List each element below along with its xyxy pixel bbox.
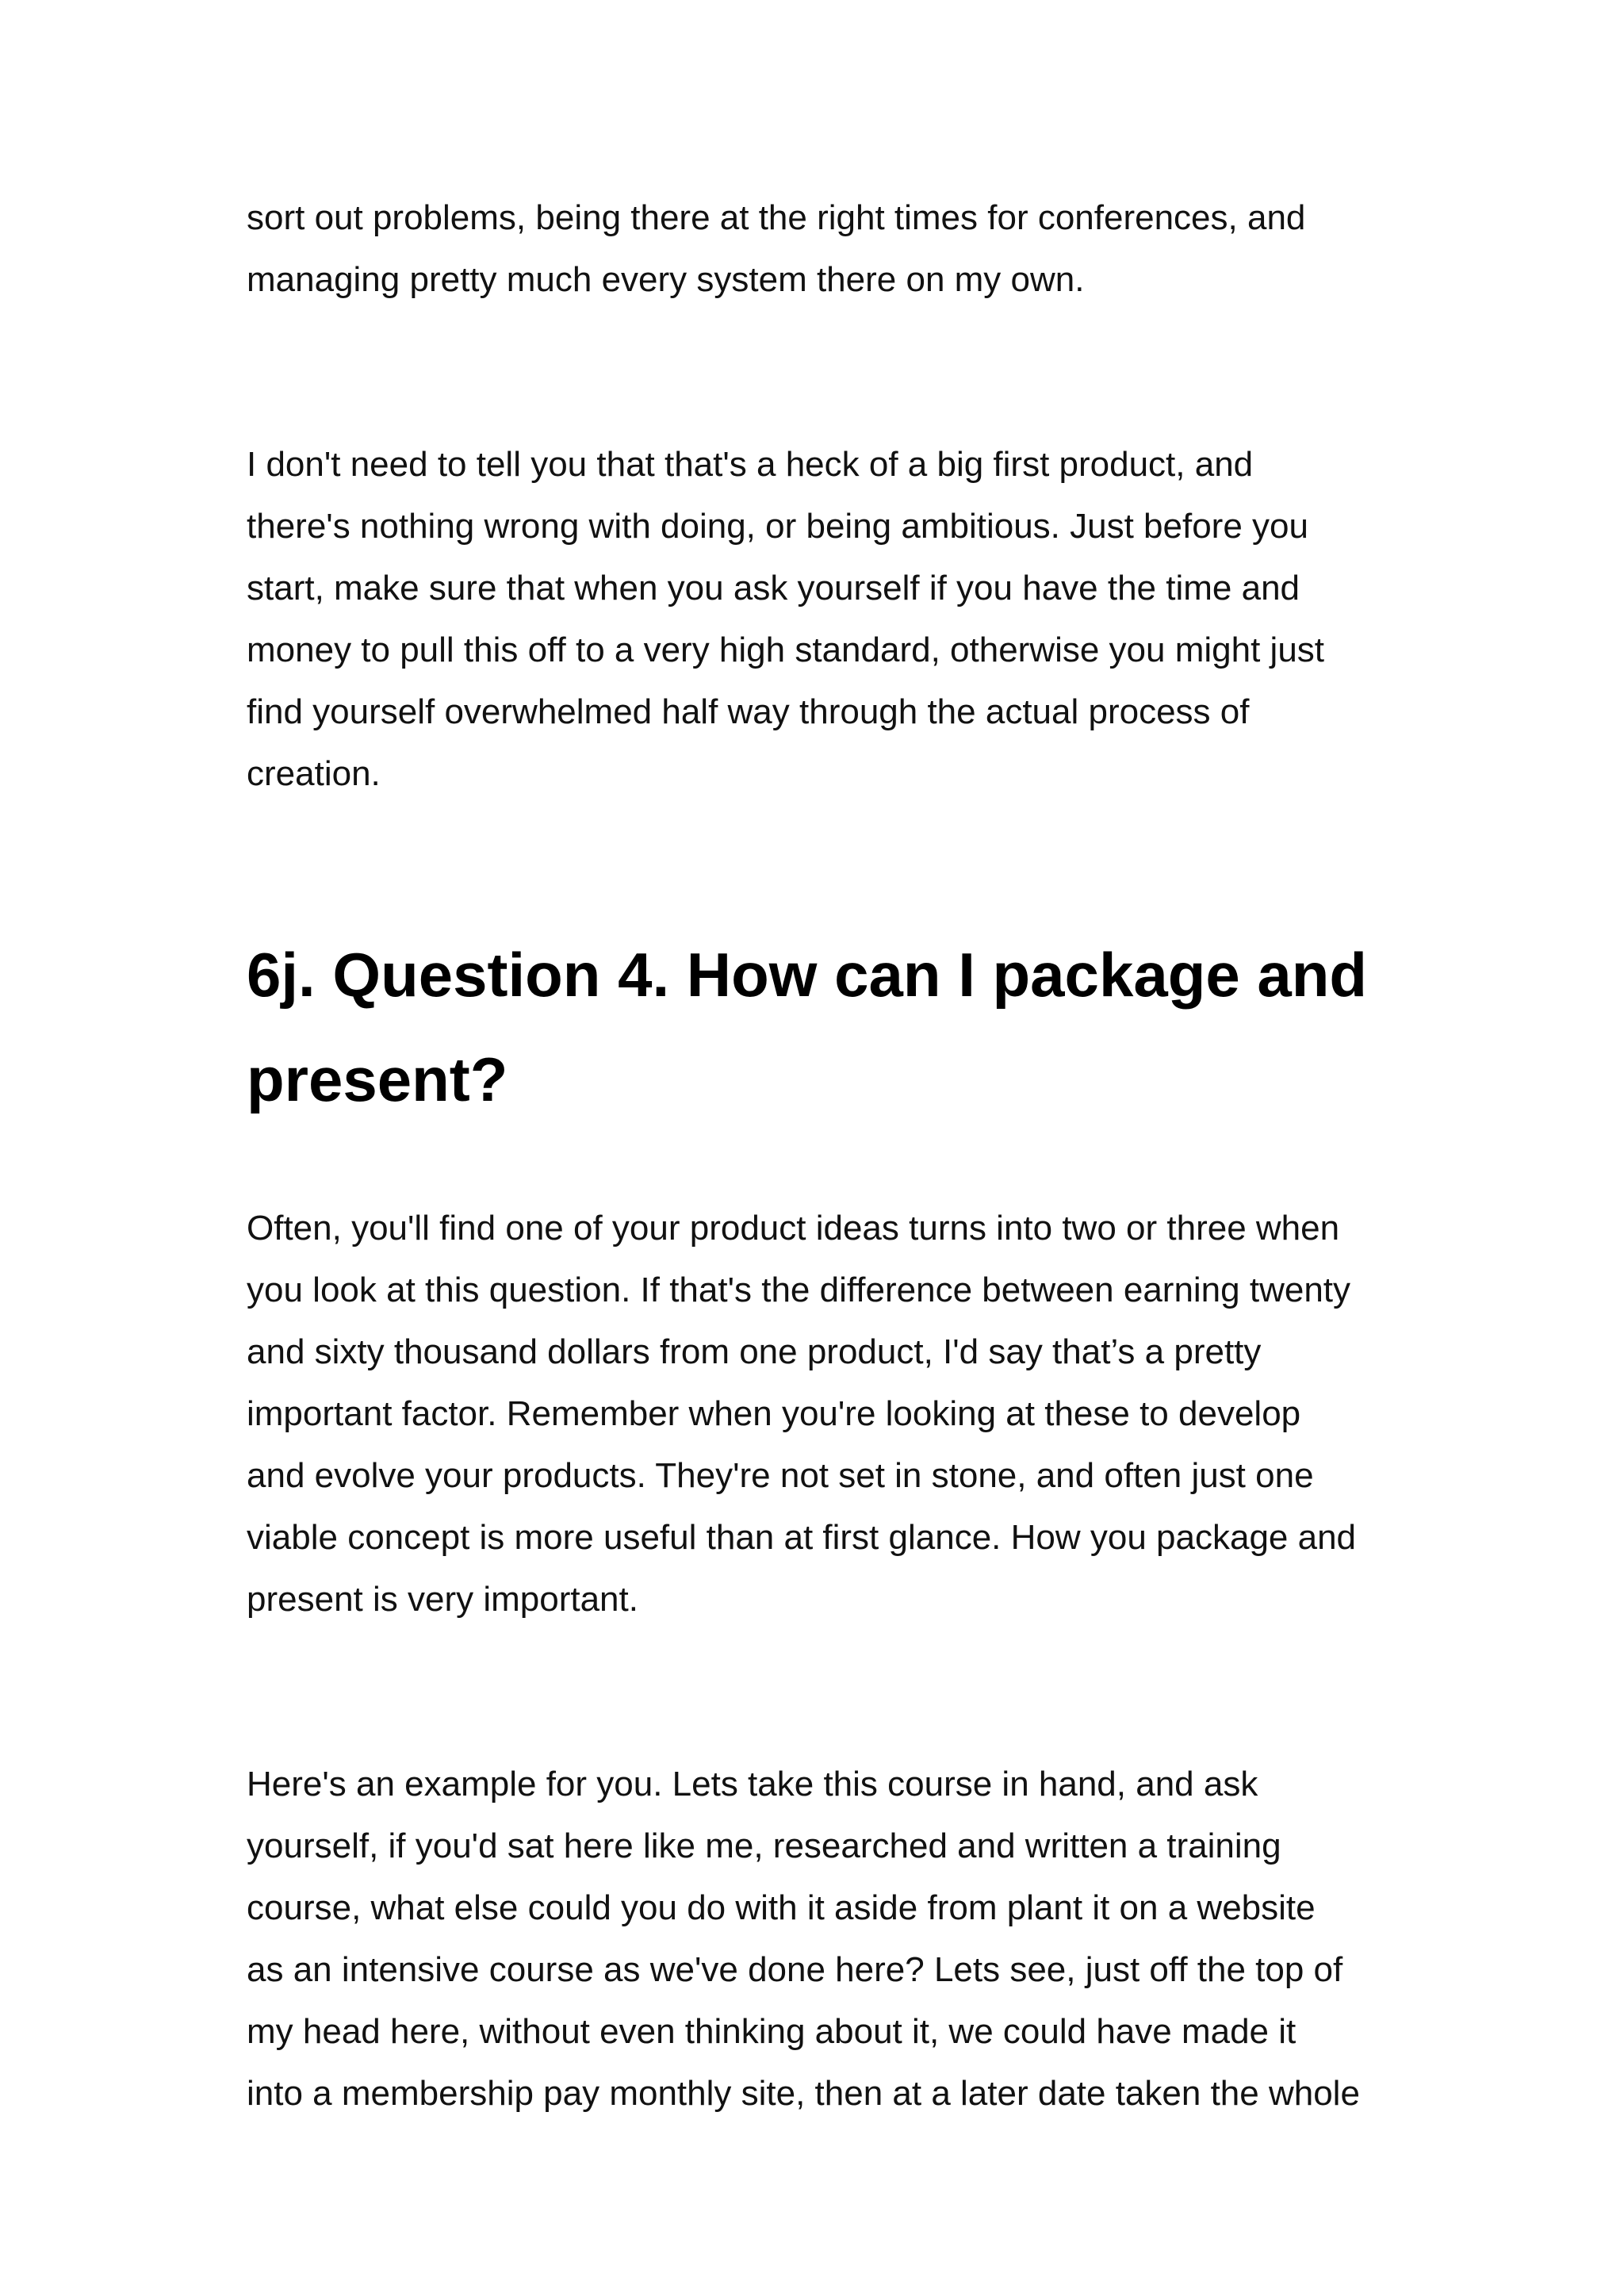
paragraph-4-line: yourself, if you'd sat here like me, researched and written a training <box>247 1826 1281 1865</box>
paragraph-2-line: I don't need to tell you that that's a heck of a big first product, and <box>247 445 1254 484</box>
paragraph-1-line: sort out problems, being there at the right times for conferences, and <box>247 198 1306 237</box>
paragraph-3-line: viable concept is more useful than at first glance. How you package and <box>247 1518 1357 1557</box>
paragraph-2-line: creation. <box>247 754 381 793</box>
paragraph-3-line: and sixty thousand dollars from one product, I'd say that’s a pretty <box>247 1332 1262 1371</box>
section-heading-line: present? <box>247 1045 508 1114</box>
paragraph-2-line: start, make sure that when you ask yourself if you have the time and <box>247 569 1300 608</box>
paragraph-3-line: and evolve your products. They're not set in stone, and often just one <box>247 1456 1314 1495</box>
paragraph-3-line: important factor. Remember when you're looking at these to develop <box>247 1394 1301 1433</box>
paragraph-3-line: present is very important. <box>247 1580 638 1619</box>
paragraph-2-line: find yourself overwhelmed half way through the actual process of <box>247 692 1250 731</box>
paragraph-4-line: as an intensive course as we've done here? Lets see, just off the top of <box>247 1950 1343 1989</box>
paragraph-4-line: my head here, without even thinking about it, we could have made it <box>247 2012 1297 2051</box>
paragraph-4-line: Here's an example for you. Lets take this course in hand, and ask <box>247 1765 1258 1803</box>
paragraph-3-line: you look at this question. If that's the difference between earning twenty <box>247 1271 1351 1309</box>
paragraph-2-line: there's nothing wrong with doing, or being ambitious. Just before you <box>247 507 1308 546</box>
paragraph-4-line: course, what else could you do with it aside from plant it on a website <box>247 1888 1316 1927</box>
paragraph-2-line: money to pull this off to a very high standard, otherwise you might just <box>247 631 1325 669</box>
paragraph-4-line: into a membership pay monthly site, then at a later date taken the whole <box>247 2074 1360 2113</box>
section-heading-line: 6j. Question 4. How can I package and <box>247 940 1368 1010</box>
paragraph-3-line: Often, you'll find one of your product ideas turns into two or three when <box>247 1209 1340 1248</box>
paragraph-1-line: managing pretty much every system there on my own. <box>247 260 1085 299</box>
